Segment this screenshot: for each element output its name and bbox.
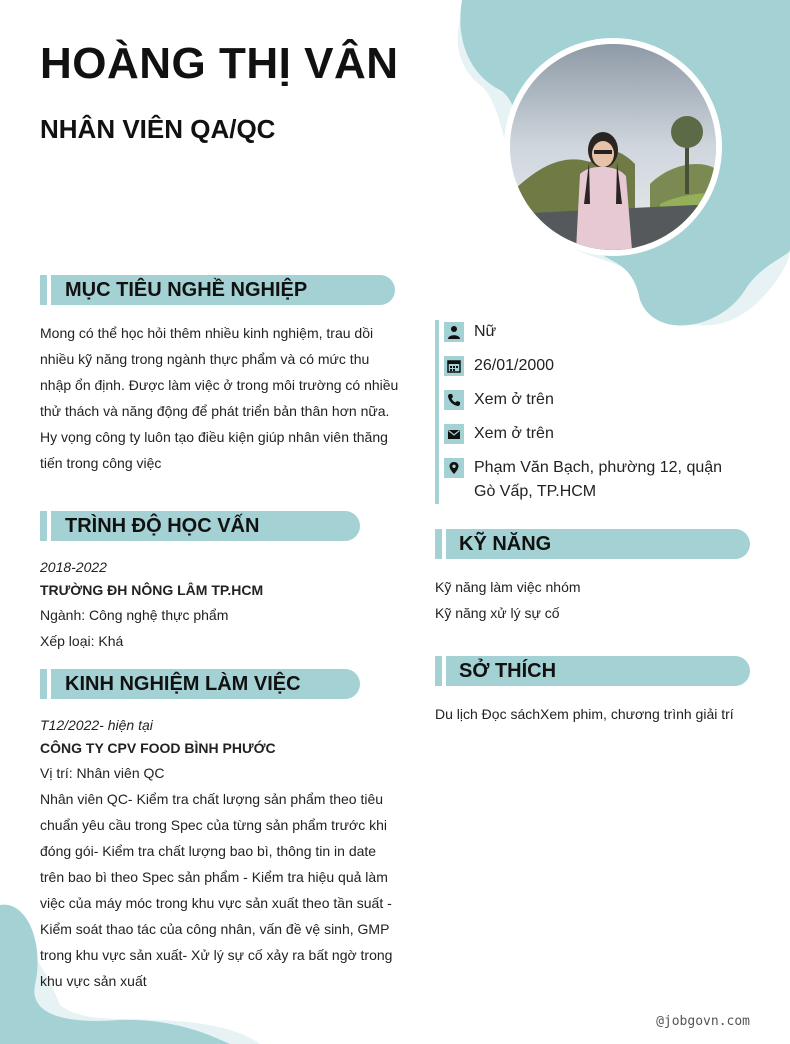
experience-description bbox=[40, 786, 396, 994]
objective-text bbox=[40, 320, 400, 476]
contact-gender bbox=[444, 322, 744, 344]
experience-company: CÔNG TY CPV FOOD BÌNH PHƯỚC bbox=[40, 740, 276, 756]
contact-phone-text: Xem ở trên bbox=[474, 391, 554, 408]
calendar-icon bbox=[444, 356, 464, 376]
experience-heading-text: KINH NGHIỆM LÀM VIỆC bbox=[65, 673, 301, 695]
contact-address bbox=[444, 458, 744, 504]
education-major: Ngành: Công nghệ thực phẩm bbox=[40, 607, 229, 623]
skills-heading-text: KỸ NĂNG bbox=[459, 533, 552, 555]
objective-line: Hy vọng công ty luôn tạo điều kiện giúp nhân viên thăng bbox=[40, 429, 388, 445]
experience-line: khu vực sản xuất bbox=[40, 973, 147, 989]
profile-photo bbox=[510, 44, 716, 250]
watermark: @jobgovn.com bbox=[656, 1014, 750, 1029]
education-heading bbox=[40, 511, 360, 541]
location-icon bbox=[444, 458, 464, 478]
contact-email-text: Xem ở trên bbox=[474, 425, 554, 442]
experience-line: trên bao bì theo Spec sản phẩm - Kiểm tra hiệu quả làm bbox=[40, 869, 388, 885]
job-title: NHÂN VIÊN QA/QC bbox=[40, 114, 276, 144]
objective-heading-text: MỤC TIÊU NGHỀ NGHIỆP bbox=[65, 279, 308, 301]
phone-icon bbox=[444, 390, 464, 410]
hobbies-heading-text: SỞ THÍCH bbox=[459, 660, 557, 682]
person-icon bbox=[444, 322, 464, 342]
contact-divider bbox=[435, 320, 439, 504]
contact-birthday bbox=[444, 356, 744, 378]
contact-address-text: Phạm Văn Bạch, phường 12, quận Gò Vấp, TP.HCM bbox=[474, 459, 723, 500]
experience-line: chuẩn yêu cầu trong Spec của từng sản phẩm trước khi bbox=[40, 817, 388, 833]
candidate-name: HOÀNG THỊ VÂN bbox=[40, 39, 399, 88]
objective-heading bbox=[40, 275, 395, 305]
skill-item: Kỹ năng xử lý sự cố bbox=[435, 605, 560, 621]
experience-period: T12/2022- hiện tại bbox=[40, 717, 153, 733]
experience-line: việc của máy móc trong khu vực sản xuất theo tần suất - bbox=[40, 895, 392, 911]
hobbies-text: Du lịch Đọc sáchXem phim, chương trình giải trí bbox=[435, 706, 734, 722]
email-icon bbox=[444, 424, 464, 444]
contact-phone bbox=[444, 390, 744, 412]
contact-birthday-text: 26/01/2000 bbox=[474, 357, 555, 374]
experience-line: trong khu vực sản xuất- Xử lý sự cố xảy ra bất ngờ trong bbox=[40, 947, 393, 963]
contact-gender-text: Nữ bbox=[474, 323, 497, 340]
objective-line: Mong có thể học hỏi thêm nhiều kinh nghiệm, trau dồi bbox=[40, 325, 374, 341]
objective-line: nhập ổn định. Được làm việc ở trong môi trường có nhiều bbox=[40, 377, 399, 393]
skill-item: Kỹ năng làm việc nhóm bbox=[435, 579, 581, 595]
experience-line: Kiểm soát thao tác của công nhân, vấn đề vệ sinh, GMP bbox=[40, 921, 390, 937]
objective-line: tiến trong công việc bbox=[40, 455, 162, 471]
education-rank: Xếp loại: Khá bbox=[40, 633, 124, 649]
contact-email bbox=[444, 424, 744, 446]
experience-line: Nhân viên QC- Kiểm tra chất lượng sản phẩm theo tiêu bbox=[40, 791, 384, 807]
skills-heading bbox=[435, 529, 750, 559]
education-period: 2018-2022 bbox=[40, 559, 107, 575]
education-school: TRƯỜNG ĐH NÔNG LÂM TP.HCM bbox=[40, 582, 264, 598]
objective-line: thử thách và năng động để phát triển bản thân hơn nữa. bbox=[40, 403, 390, 419]
education-heading-text: TRÌNH ĐỘ HỌC VẤN bbox=[65, 515, 260, 537]
experience-heading bbox=[40, 669, 360, 699]
objective-line: nhiều kỹ năng trong ngành thực phẩm và có mức thu bbox=[40, 351, 370, 367]
experience-line: đóng gói- Kiểm tra chất lượng bao bì, thông tin in date bbox=[40, 843, 377, 859]
hobbies-heading bbox=[435, 656, 750, 686]
experience-position: Vị trí: Nhân viên QC bbox=[40, 765, 165, 781]
